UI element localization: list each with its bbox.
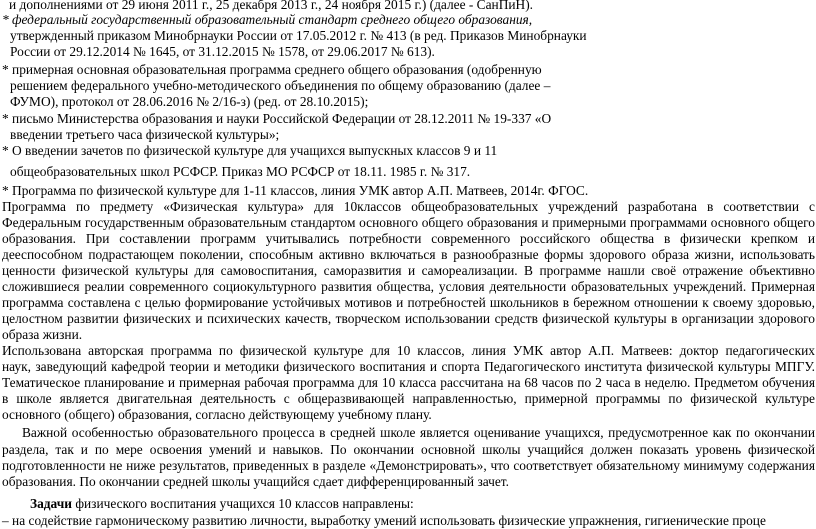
text-line: образования. По окончании средней школы учащийся сдает дифференцированный зачет. <box>2 474 510 489</box>
tasks-heading-line <box>30 496 414 512</box>
text-line: * письмо Министерства образования и науки Российской Федерации от 28.12.2011 № 19-337 «О <box>2 111 552 126</box>
text-line: * Программа по физической культуре для 1-11 классов, линия УМК автор А.П. Матвеев, 2014г. ФГОС. <box>2 183 589 198</box>
text-line: России от 29.12.2014 № 1645, от 31.12.2015 № 1578, от 29.06.2017 № 613). <box>10 44 435 59</box>
text-line: утвержденный приказом Минобрнауки России от 17.05.2012 г. № 413 (в ред. Приказов Минобрнауки <box>10 28 587 43</box>
text-line: дееспособном подрастающем поколении, способным активно включаться в разнообразные формы здорового образа жизни, использовать <box>2 247 815 262</box>
text-line: сложившиеся реалии современного социокультурного развития общества, условия деятельности образовательных учреждений. Примерная <box>2 279 815 294</box>
text-line: Федеральным государственным образовательным стандартом основного общего образования и примерными программами основного общего <box>2 215 815 230</box>
text-line: целостном развитии физических и психических качеств, творческом использовании средств физической культуры в организации здорового <box>2 311 815 326</box>
text-line: ФУМО), протокол от 28.06.2016 № 2/16-з) (ред. от 28.10.2015); <box>10 94 369 109</box>
text-line: образования. При составлении программ учитывались потребности современного российского общества в физически крепком и <box>2 231 815 246</box>
text-line: в школе является двигательная деятельность с общеразвивающей направленностью, примерной программы по физической культуре <box>2 391 815 406</box>
text-line: – на содействие гармоническому развитию личности, выработку умений использовать физические упражнения, гигиенические проце <box>2 513 766 528</box>
text-line: раздела, так и по мере освоения умений и навыков. По окончании основной школы учащийся должен показать уровень физической <box>2 442 815 457</box>
text-line: * О введении зачетов по физической культуре для учащихся выпускных классов 9 и 11 <box>2 143 498 158</box>
text-line: решением федерального учебно-методического объединения по общему образованию (далее – <box>10 78 551 93</box>
text-line: Тематическое планирование и примерная рабочая программа для 10 класса рассчитана на 68 часов по 2 часа в неделю. Предметом обучения <box>2 375 815 390</box>
text-line: подготовленности не ниже результатов, приведенных в разделе «Демонстрировать», что соответствует обязательному минимуму содержания <box>2 458 815 473</box>
text-line: Программа по предмету «Физическая культура» для 10классов общеобразовательных учреждений разработана в соответствии с <box>2 199 815 214</box>
text-line: введении третьего часа физической культуры»; <box>10 127 280 142</box>
text-line: общеобразовательных школ РСФСР. Приказ МО РСФСР от 18.11. 1985 г. № 317. <box>10 164 471 179</box>
text-line: Важной особенностью образовательного процесса в средней школе является оценивание учащихся, предусмотренное как по окончании <box>22 425 815 440</box>
text-line: образа жизни. <box>2 327 83 342</box>
text-line: и дополнениями от 29 июня 2011 г., 25 декабря 2013 г., 24 ноября 2015 г.) (далее - СанПиН). <box>9 0 534 12</box>
tasks-heading: Задачи <box>30 496 72 511</box>
text-line: программа составлена с целью формирование устойчивых мотивов и потребностей школьников в бережном отношении к своему здоровью, <box>2 295 815 310</box>
text-line: ценности физической культуры для самовоспитания, саморазвития и самореализации. В программе нашли своё отражение объективно <box>2 263 815 278</box>
text-line: наук, заведующий кафедрой теории и методики физического воспитания и спорта Педагогического института физической культуры МПГУ. <box>2 359 815 374</box>
text-line: основного (общего) образования, согласно действующему учебному плану. <box>2 407 432 422</box>
text-line: Использована авторская программа по физической культуре для 10 классов, линия УМК автор А.П. Матвеев: доктор педагогических <box>2 343 815 358</box>
text-line: * федеральный государственный образовательный стандарт среднего общего образования, <box>2 12 533 27</box>
text-line: * примерная основная образовательная программа среднего общего образования (одобренную <box>2 62 542 77</box>
tasks-heading-rest: физического воспитания учащихся 10 классов направлены: <box>71 496 414 511</box>
